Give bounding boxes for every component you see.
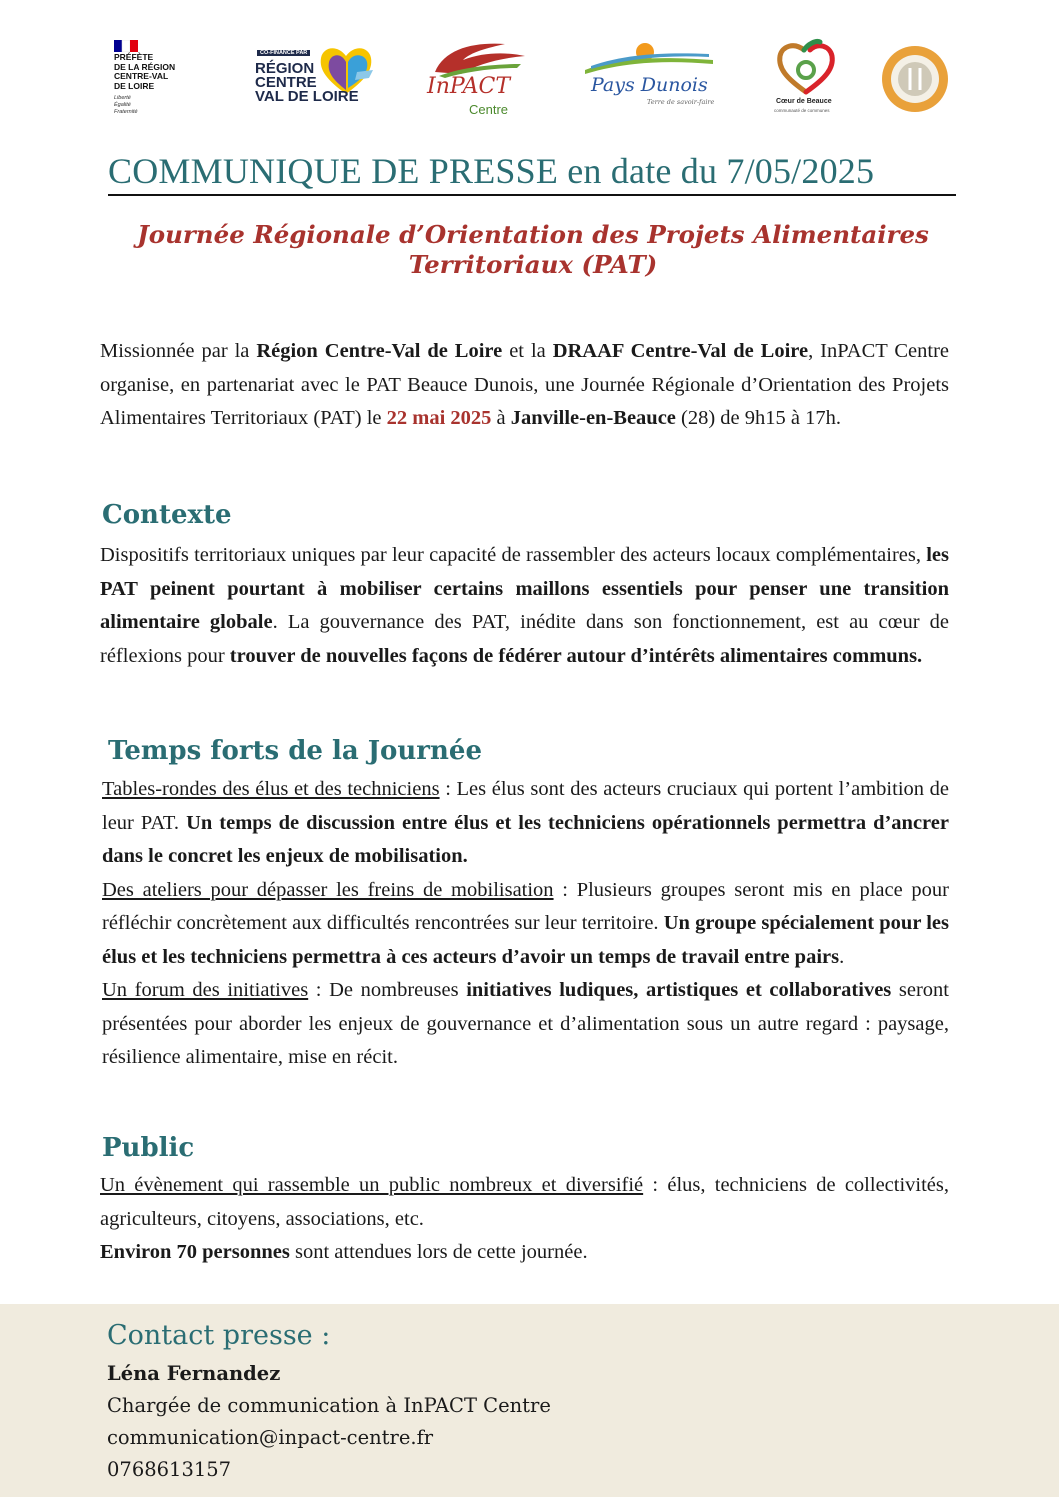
- contexte-paragraph: Dispositifs territoriaux uniques par leur capacité de rassembler des acteurs locaux complémentaires, les PAT peinent pourtant à mobiliser certains maillons essentiels pour penser une transition alimentaire globale. La gouvernance des PAT, inédite dans son fonctionnement, est au cœur de réflexions pour trouver de nouvelles façons de fédérer autour d’intérêts alimentaires communs.: [100, 544, 949, 667]
- pat-seal-logo: [880, 44, 950, 114]
- public-line: Environ 70 personnes sont attendues lors de cette journée.: [100, 1241, 588, 1263]
- contact-role: Chargée de communication à InPACT Centre: [107, 1394, 551, 1417]
- coeur-beauce-name: Cœur de Beauce: [776, 98, 832, 105]
- title-rule: [108, 194, 956, 196]
- inpact-name: InPACT: [427, 74, 511, 99]
- contact-email[interactable]: communication@inpact-centre.fr: [107, 1426, 434, 1449]
- coeur-icon: [774, 38, 838, 96]
- section-heading-temps-forts: Temps forts de la Journée: [108, 736, 482, 766]
- section-heading-contexte: Contexte: [102, 500, 232, 530]
- logo-bar: [100, 30, 960, 130]
- temps-forts-item: Des ateliers pour dépasser les freins de mobilisation : Plusieurs groupes seront mis en place pour réfléchir concrètement aux difficultés rencontrées sur leur territoire. Un groupe spécialement pour les élus et les techniciens permettra à ces acteurs d’avoir un temps de travail entre pairs.: [102, 878, 950, 968]
- coeur-beauce-sub: communauté de communes: [774, 108, 830, 113]
- section-heading-public: Public: [102, 1133, 195, 1163]
- pays-dunois-logo: [585, 40, 720, 110]
- subtitle: [100, 220, 966, 280]
- region-line: RÉGION: [255, 60, 315, 77]
- subtitle-line: Journée Régionale d’Orientation des Projets Alimentaires: [137, 220, 929, 249]
- prefete-line: DE LOIRE: [114, 80, 155, 91]
- prefete-line: PRÉFÈTE: [114, 52, 154, 62]
- region-logo: [255, 42, 380, 114]
- inpact-logo: [425, 38, 535, 120]
- marianne-icon: [114, 40, 140, 52]
- prefete-line: DE LA RÉGION: [114, 61, 176, 72]
- contact-phone[interactable]: 0768613157: [107, 1458, 232, 1481]
- prefete-line: CENTRE-VAL: [114, 71, 169, 81]
- contact-heading: Contact presse :: [107, 1320, 331, 1351]
- pays-dunois-tag: Terre de savoir-faire: [647, 98, 715, 106]
- public-line: Un évènement qui rassemble un public nombreux et diversifié : élus, techniciens de collectivités, agriculteurs, citoyens, associations, etc.: [100, 1174, 949, 1230]
- temps-forts-paragraph: [102, 773, 949, 1075]
- prefete-logo: [112, 40, 192, 120]
- event-date: 22 mai 2025: [386, 407, 492, 429]
- region-line: CENTRE: [255, 74, 317, 91]
- pays-dunois-name: Pays Dunois: [591, 74, 708, 96]
- temps-forts-item: Un forum des initiatives : De nombreuses initiatives ludiques, artistiques et collaboratives seront présentées pour aborder les enjeux de gouvernance et d’alimentation sous un autre regard : paysage, résilience alimentaire, mise en récit.: [102, 979, 949, 1068]
- sun-landscape-icon: [585, 40, 715, 76]
- motto-line: Égalité: [114, 102, 131, 108]
- inpact-swoosh-icon: [425, 38, 535, 78]
- coeur-beauce-logo: [768, 38, 848, 118]
- page-title: COMMUNIQUE DE PRESSE en date du 7/05/2025: [108, 151, 875, 191]
- public-paragraph: [100, 1169, 949, 1270]
- region-cofin: CO-FINANCÉ PAR: [257, 50, 310, 56]
- contact-name: Léna Fernandez: [107, 1362, 281, 1385]
- pat-seal-icon: [880, 44, 950, 114]
- motto-line: Liberté: [114, 95, 131, 101]
- intro-paragraph: Missionnée par la Région Centre-Val de Loire et la DRAAF Centre-Val de Loire, InPACT Centre organise, en partenariat avec le PAT Beauce Dunois, une Journée Régionale d’Orientation des Projets Alimentaires Territoriaux (PAT) le 22 mai 2025 à Janville-en-Beauce (28) de 9h15 à 17h.: [100, 340, 949, 429]
- region-line: VAL DE LOIRE: [255, 88, 359, 105]
- temps-forts-item: Tables-rondes des élus et des techniciens : Les élus sont des acteurs cruciaux qui portent l’ambition de leur PAT. Un temps de discussion entre élus et les techniciens opérationnels permettra d’ancrer dans le concret les enjeux de mobilisation.: [102, 778, 950, 867]
- motto-line: Fraternité: [114, 109, 138, 115]
- subtitle-line: Territoriaux (PAT): [408, 250, 658, 279]
- inpact-sub: Centre: [469, 102, 509, 117]
